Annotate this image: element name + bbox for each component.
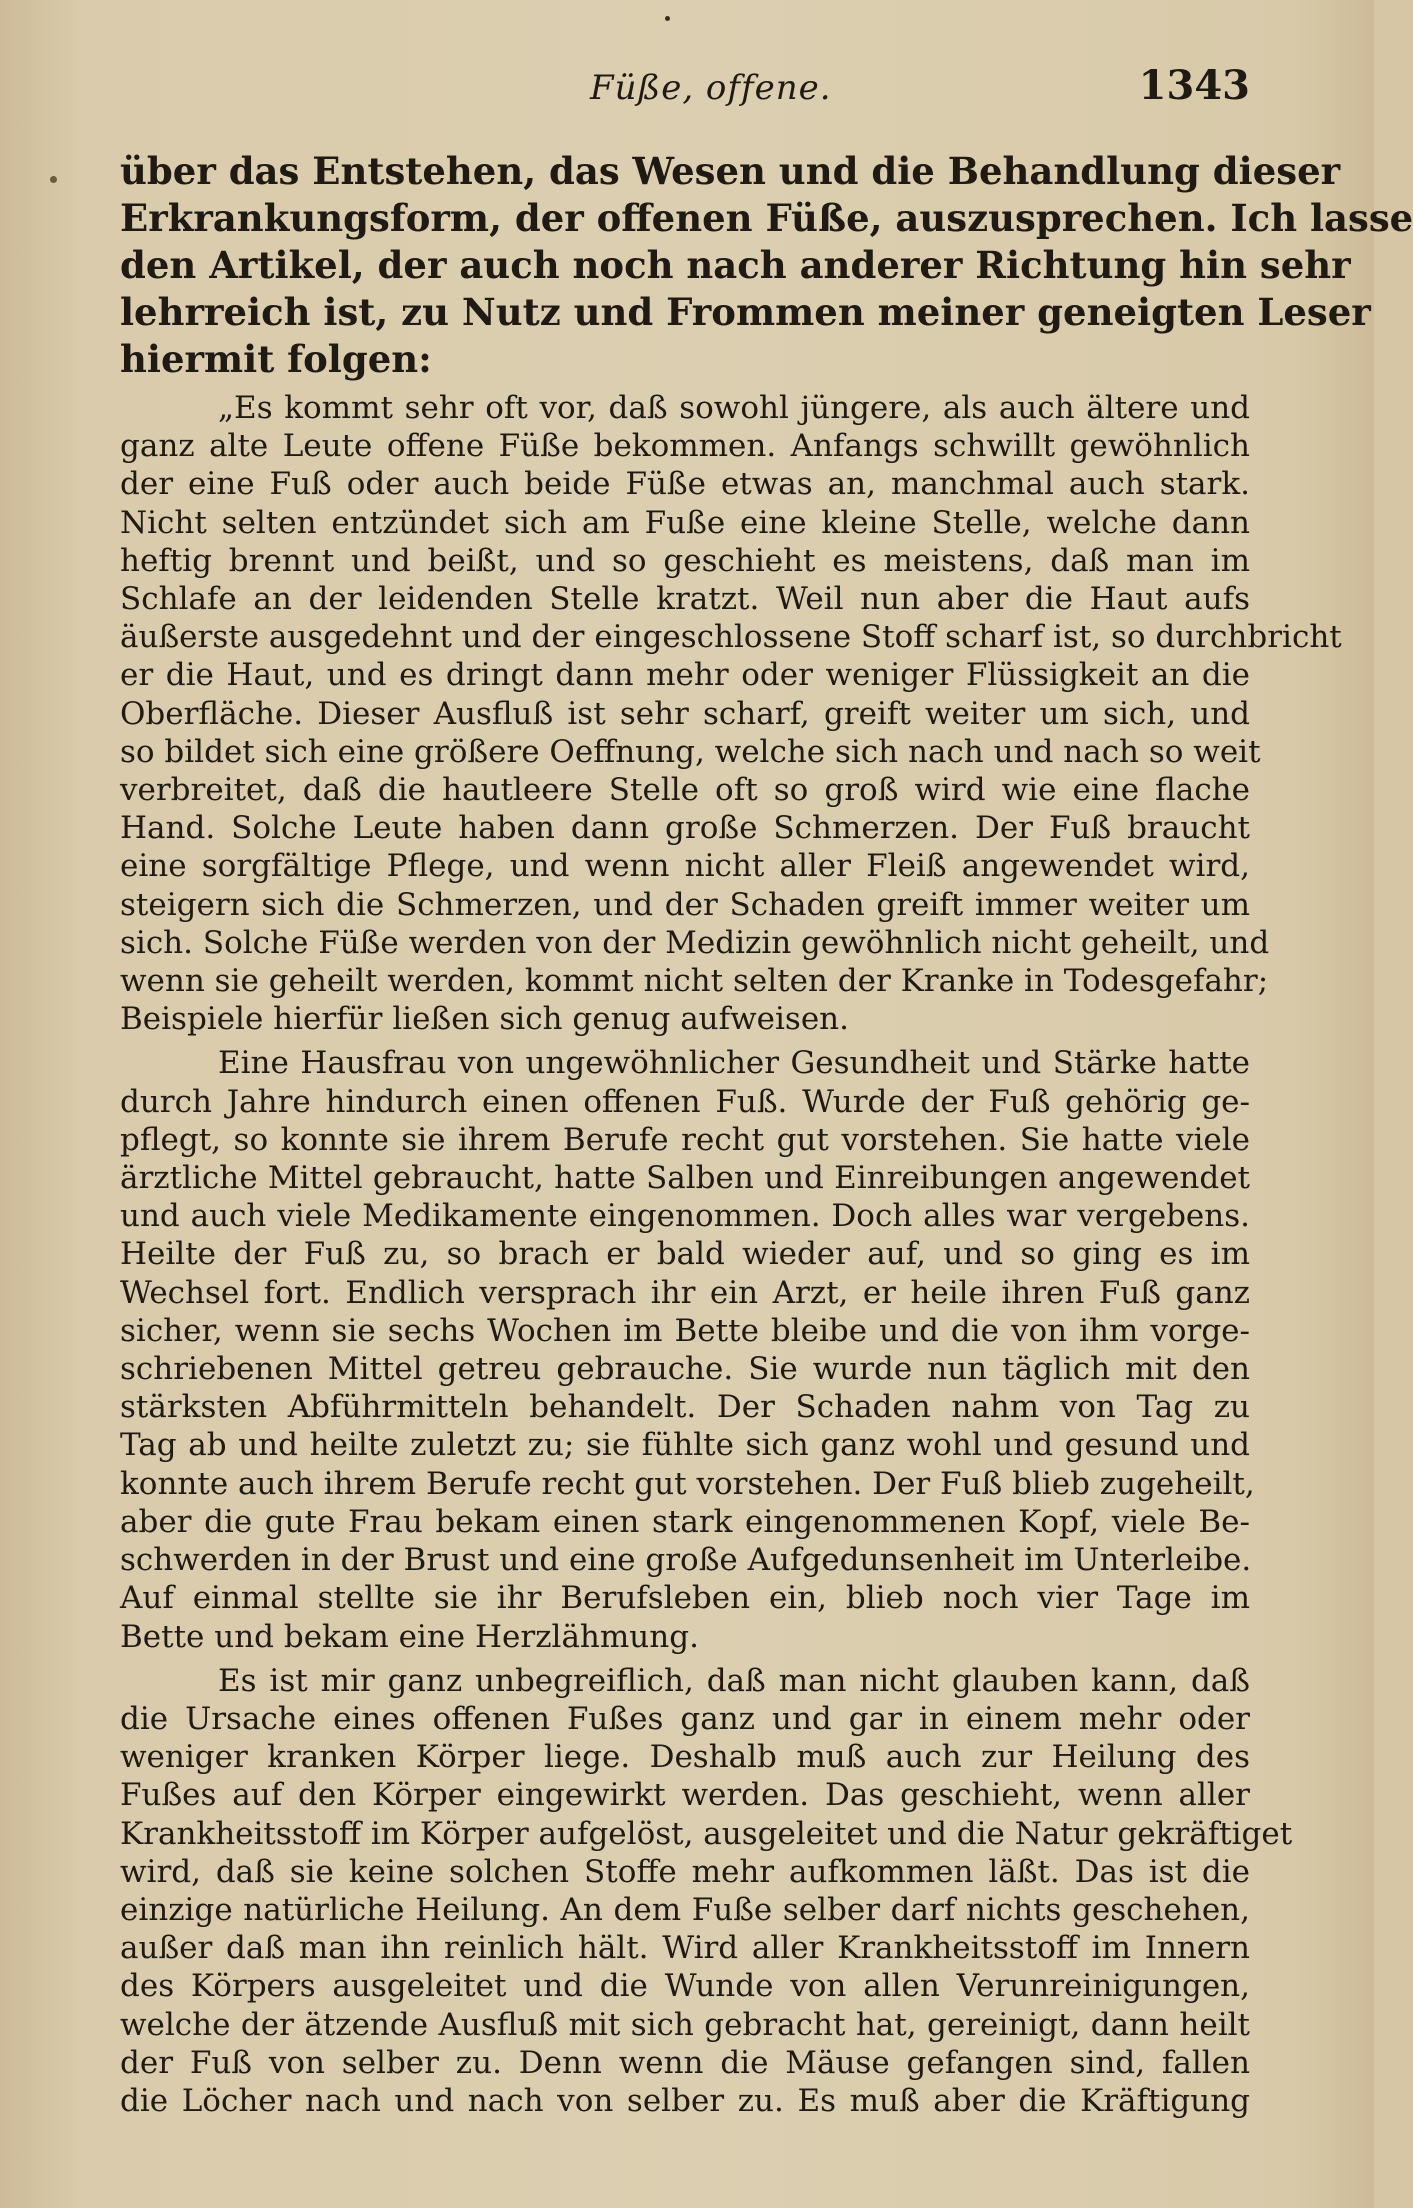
margin-mark: [50, 176, 57, 183]
page-header: [120, 62, 1250, 112]
intro-line: hiermit folgen:: [120, 337, 432, 381]
text-line: verbreitet, daß die hautleere Stelle oft so groß wird wie eine flache: [120, 772, 1250, 809]
text-line: so bildet sich eine größere Oeffnung, welche sich nach und nach so weit: [120, 733, 1261, 770]
paragraph: [120, 1662, 1293, 2120]
text-line: und auch viele Medikamente eingenommen. Doch alles war vergebens.: [120, 1198, 1250, 1235]
text-line: eine sorgfältige Pflege, und wenn nicht aller Fleiß angewendet wird,: [120, 848, 1250, 885]
text-line: wenn sie geheilt werden, kommt nicht selten der Kranke in Todesgefahr;: [120, 963, 1269, 1000]
text-line: heftig brennt und beißt, und so geschieht es meistens, daß man im: [120, 542, 1250, 579]
print-speck: [665, 16, 670, 21]
text-line: welche der ätzende Ausfluß mit sich gebracht hat, gereinigt, dann heilt: [120, 2006, 1250, 2043]
text-line: konnte auch ihrem Berufe recht gut vorstehen. Der Fuß blieb zugeheilt,: [120, 1465, 1255, 1502]
text-line: weniger kranken Körper liege. Deshalb muß auch zur Heilung des: [120, 1739, 1250, 1776]
intro-paragraph: [120, 148, 1413, 383]
text-line: „Es kommt sehr oft vor, daß sowohl jüngere, als auch ältere und: [218, 390, 1250, 426]
text-line: die Ursache eines offenen Fußes ganz und gar in einem mehr oder: [120, 1700, 1250, 1737]
text-line: Eine Hausfrau von ungewöhnlicher Gesundheit und Stärke hatte: [218, 1045, 1250, 1082]
text-line: Fußes auf den Körper eingewirkt werden. Das geschieht, wenn aller: [120, 1777, 1250, 1814]
text-line: Hand. Solche Leute haben dann große Schmerzen. Der Fuß braucht: [120, 810, 1250, 847]
text-line: äußerste ausgedehnt und der eingeschlossene Stoff scharf ist, so durchbricht: [120, 619, 1342, 656]
intro-line: den Artikel, der auch noch nach anderer Richtung hin sehr: [120, 243, 1351, 287]
page-number: 1343: [1138, 62, 1250, 109]
text-line: wird, daß sie keine solchen Stoffe mehr aufkommen läßt. Das ist die: [120, 1853, 1250, 1890]
text-line: außer daß man ihn reinlich hält. Wird aller Krankheitsstoff im Innern: [120, 1930, 1250, 1967]
text-line: des Körpers ausgeleitet und die Wunde von allen Verunreinigungen,: [120, 1968, 1250, 2005]
text-line: Schlafe an der leidenden Stelle kratzt. Weil nun aber die Haut aufs: [120, 581, 1250, 618]
text-line: schwerden in der Brust und eine große Aufgedunsenheit im Unterleibe.: [120, 1542, 1252, 1579]
intro-line: über das Entstehen, das Wesen und die Behandlung dieser: [120, 149, 1341, 193]
text-line: der eine Fuß oder auch beide Füße etwas an, manchmal auch stark.: [120, 466, 1250, 503]
text-line: Heilte der Fuß zu, so brach er bald wieder auf, und so ging es im: [120, 1236, 1250, 1273]
text-line: Beispiele hierfür ließen sich genug aufweisen.: [120, 1001, 849, 1038]
text-line: ganz alte Leute offene Füße bekommen. Anfangs schwillt gewöhnlich: [120, 428, 1250, 465]
text-line: er die Haut, und es dringt dann mehr oder weniger Flüssigkeit an die: [120, 657, 1250, 694]
page-body: [120, 148, 1413, 2120]
quoted-article: [120, 389, 1342, 2120]
text-line: Wechsel fort. Endlich versprach ihr ein Arzt, er heile ihren Fuß ganz: [120, 1274, 1250, 1311]
text-line: Auf einmal stellte sie ihr Berufsleben ein, blieb noch vier Tage im: [120, 1580, 1250, 1617]
text-line: schriebenen Mittel getreu gebrauche. Sie wurde nun täglich mit den: [120, 1351, 1250, 1388]
text-line: Nicht selten entzündet sich am Fuße eine kleine Stelle, welche dann: [120, 504, 1250, 541]
text-line: Krankheitsstoff im Körper aufgelöst, ausgeleitet und die Natur gekräftiget: [120, 1815, 1293, 1852]
text-line: Bette und bekam eine Herzlähmung.: [120, 1618, 699, 1655]
text-line: Tag ab und heilte zuletzt zu; sie fühlte sich ganz wohl und gesund und: [120, 1427, 1250, 1464]
text-line: der Fuß von selber zu. Denn wenn die Mäuse gefangen sind, fallen: [120, 2044, 1250, 2081]
text-line: die Löcher nach und nach von selber zu. Es muß aber die Kräftigung: [120, 2082, 1250, 2119]
text-line: durch Jahre hindurch einen offenen Fuß. Wurde der Fuß gehörig ge-: [120, 1083, 1250, 1120]
text-line: sich. Solche Füße werden von der Medizin gewöhnlich nicht geheilt, und: [120, 924, 1270, 961]
text-line: sicher, wenn sie sechs Wochen im Bette bleibe und die von ihm vorge-: [120, 1312, 1250, 1349]
text-line: einzige natürliche Heilung. An dem Fuße selber darf nichts geschehen,: [120, 1891, 1250, 1928]
paragraph: [120, 389, 1342, 1038]
text-line: pflegt, so konnte sie ihrem Berufe recht gut vorstehen. Sie hatte viele: [120, 1121, 1250, 1158]
intro-line: lehrreich ist, zu Nutz und Frommen meiner geneigten Leser: [120, 290, 1371, 334]
text-line: Es ist mir ganz unbegreiflich, daß man nicht glauben kann, daß: [218, 1662, 1250, 1699]
text-line: Oberfläche. Dieser Ausfluß ist sehr scharf, greift weiter um sich, und: [120, 695, 1250, 732]
text-line: stärksten Abführmitteln behandelt. Der Schaden nahm von Tag zu: [120, 1389, 1250, 1426]
text-line: ärztliche Mittel gebraucht, hatte Salben und Einreibungen angewendet: [120, 1160, 1250, 1197]
text-line: steigern sich die Schmerzen, und der Schaden greift immer weiter um: [120, 886, 1250, 923]
running-title: Füße, offene.: [590, 68, 832, 108]
intro-line: Erkrankungsform, der offenen Füße, auszusprechen. Ich lasse: [120, 196, 1413, 240]
text-line: aber die gute Frau bekam einen stark eingenommenen Kopf, viele Be-: [120, 1503, 1250, 1540]
paragraph: [120, 1044, 1255, 1655]
